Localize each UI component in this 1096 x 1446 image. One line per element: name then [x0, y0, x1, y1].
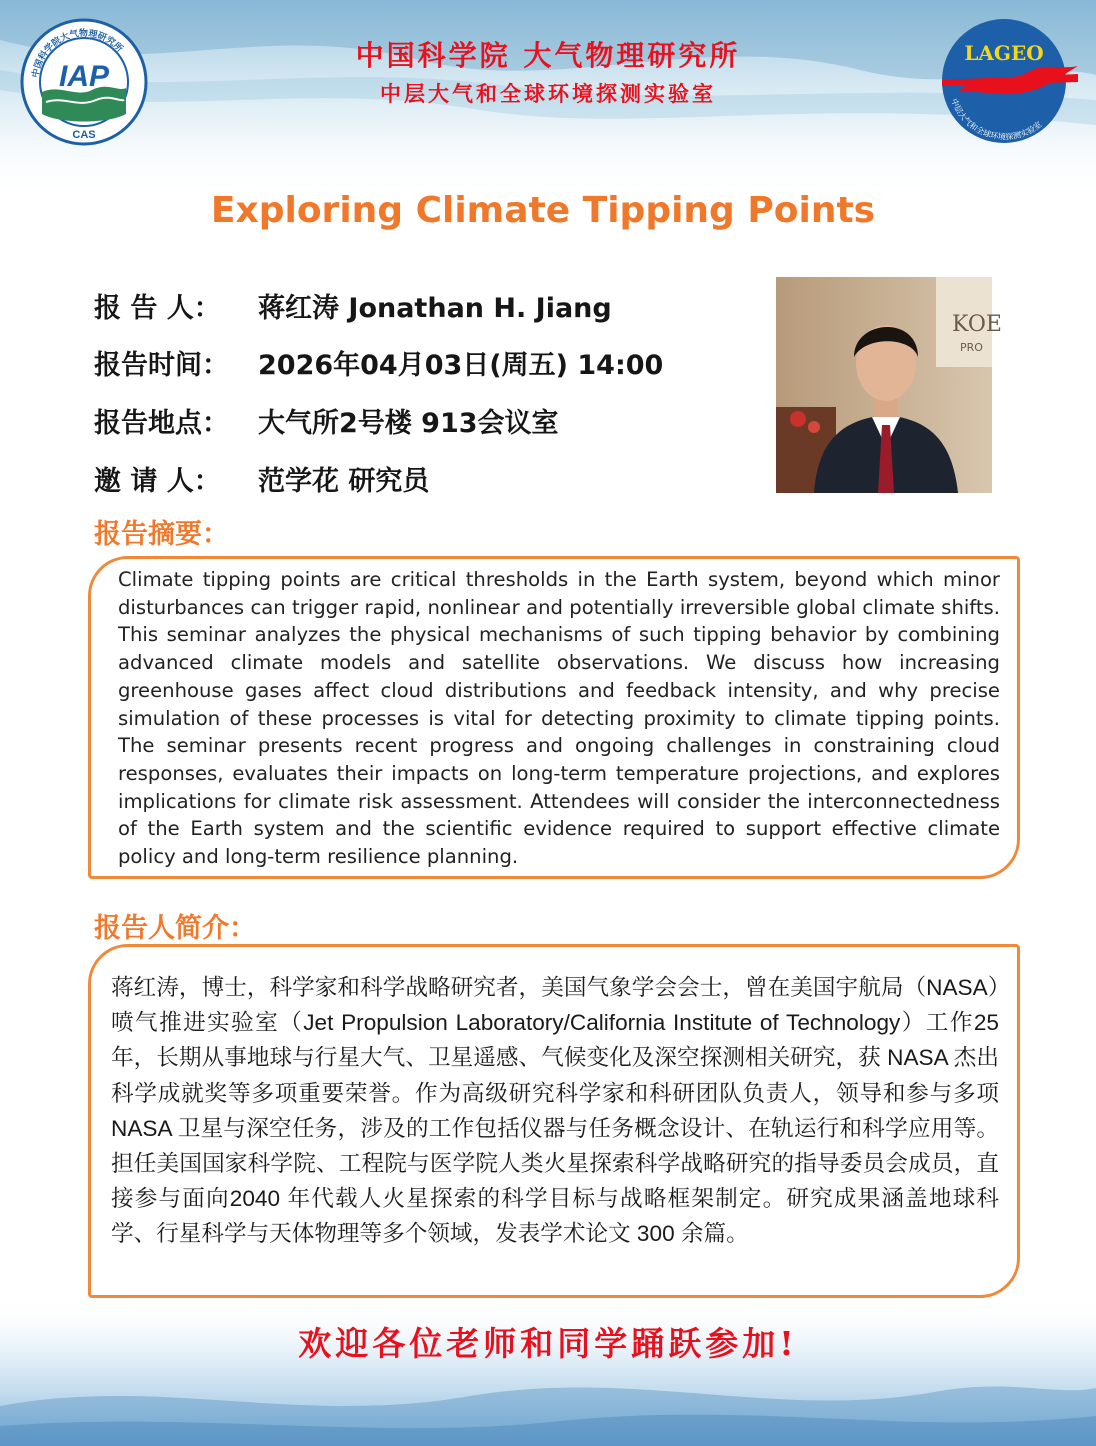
speaker-photo: [776, 277, 1002, 493]
host-row: [94, 459, 429, 498]
bio-heading: 报告人简介：: [94, 913, 256, 944]
svg-text:中层大气和全球环境探测实验室: 中层大气和全球环境探测实验室: [949, 97, 1044, 142]
welcome-message: 欢迎各位老师和同学踊跃参加!: [298, 1324, 798, 1363]
lab-name: 中层大气和全球环境探测实验室: [380, 81, 716, 106]
svg-text:KOE: KOE: [952, 312, 1002, 337]
host-label: 邀 请 人：: [94, 466, 221, 497]
location-value: 大气所2号楼 913会议室: [258, 408, 559, 439]
abstract-heading: 报告摘要：: [94, 519, 229, 550]
speaker-value: 蒋红涛 Jonathan H. Jiang: [258, 293, 612, 324]
svg-text:PRO: PRO: [960, 341, 983, 354]
speaker-label: 报 告 人：: [94, 293, 221, 324]
bio-text: 蒋红涛，博士，科学家和科学战略研究者，美国气象学会会士，曾在美国宇航局（NASA）喷气推进实验室（Jet Propulsion Laboratory/California Institute of Technology）工作25年，长期从事地球与行星大气、卫星遥感、气候变化及深空探测相关研究，获 NASA 杰出科学成就奖等多项重要荣誉。作为高级研究科学家和科研团队负责人，领导和参与多项 NASA 卫星与深空任务，涉及的工作包括仪器与任务概念设计、在轨运行和科学应用等。担任美国国家科学院、工程院与医学院人类火星探索科学战略研究的指导委员会成员，直接参与面向2040 年代载人火星探索的科学目标与战略框架制定。研究成果涵盖地球科学、行星科学与天体物理等多个领域，发表学术论文 300 余篇。: [111, 975, 999, 1247]
speaker-row: [94, 286, 612, 325]
location-row: [94, 401, 559, 440]
time-row: [94, 343, 663, 382]
svg-text:中国科学院大气物理研究所: 中国科学院大气物理研究所: [31, 28, 125, 79]
institute-name: 中国科学院 大气物理研究所: [355, 39, 741, 72]
svg-text:IAP: IAP: [58, 60, 110, 93]
time-label: 报告时间：: [94, 350, 229, 381]
svg-text:LAGEO: LAGEO: [964, 41, 1044, 65]
time-value: 2026年04月03日(周五) 14:00: [258, 350, 664, 381]
svg-text:CAS: CAS: [72, 129, 96, 141]
location-label: 报告地点：: [94, 408, 229, 439]
abstract-text: Climate tipping points are critical thresholds in the Earth system, beyond which minor disturbances can trigger rapid, nonlinear and potentially irreversible global climate shifts. This seminar analyzes the physical mechanisms of such tipping behavior by combining advanced climate models and satellite observations. We discuss how increasing greenhouse gases affect cloud distributions and feedback intensity, and why precise simulation of these processes is vital for detecting proximity to climate tipping points. The seminar presents recent progress and ongoing challenges in constraining cloud responses, evaluates their impacts on long-term temperature projections, and explores implications for climate risk assessment. Attendees will consider the interconnectedness of the Earth system and the scientific evidence required to support effective climate policy and long-term resilience planning.: [118, 568, 1000, 869]
host-value: 范学花 研究员: [258, 466, 430, 497]
seminar-title: Exploring Climate Tipping Points: [210, 190, 876, 231]
